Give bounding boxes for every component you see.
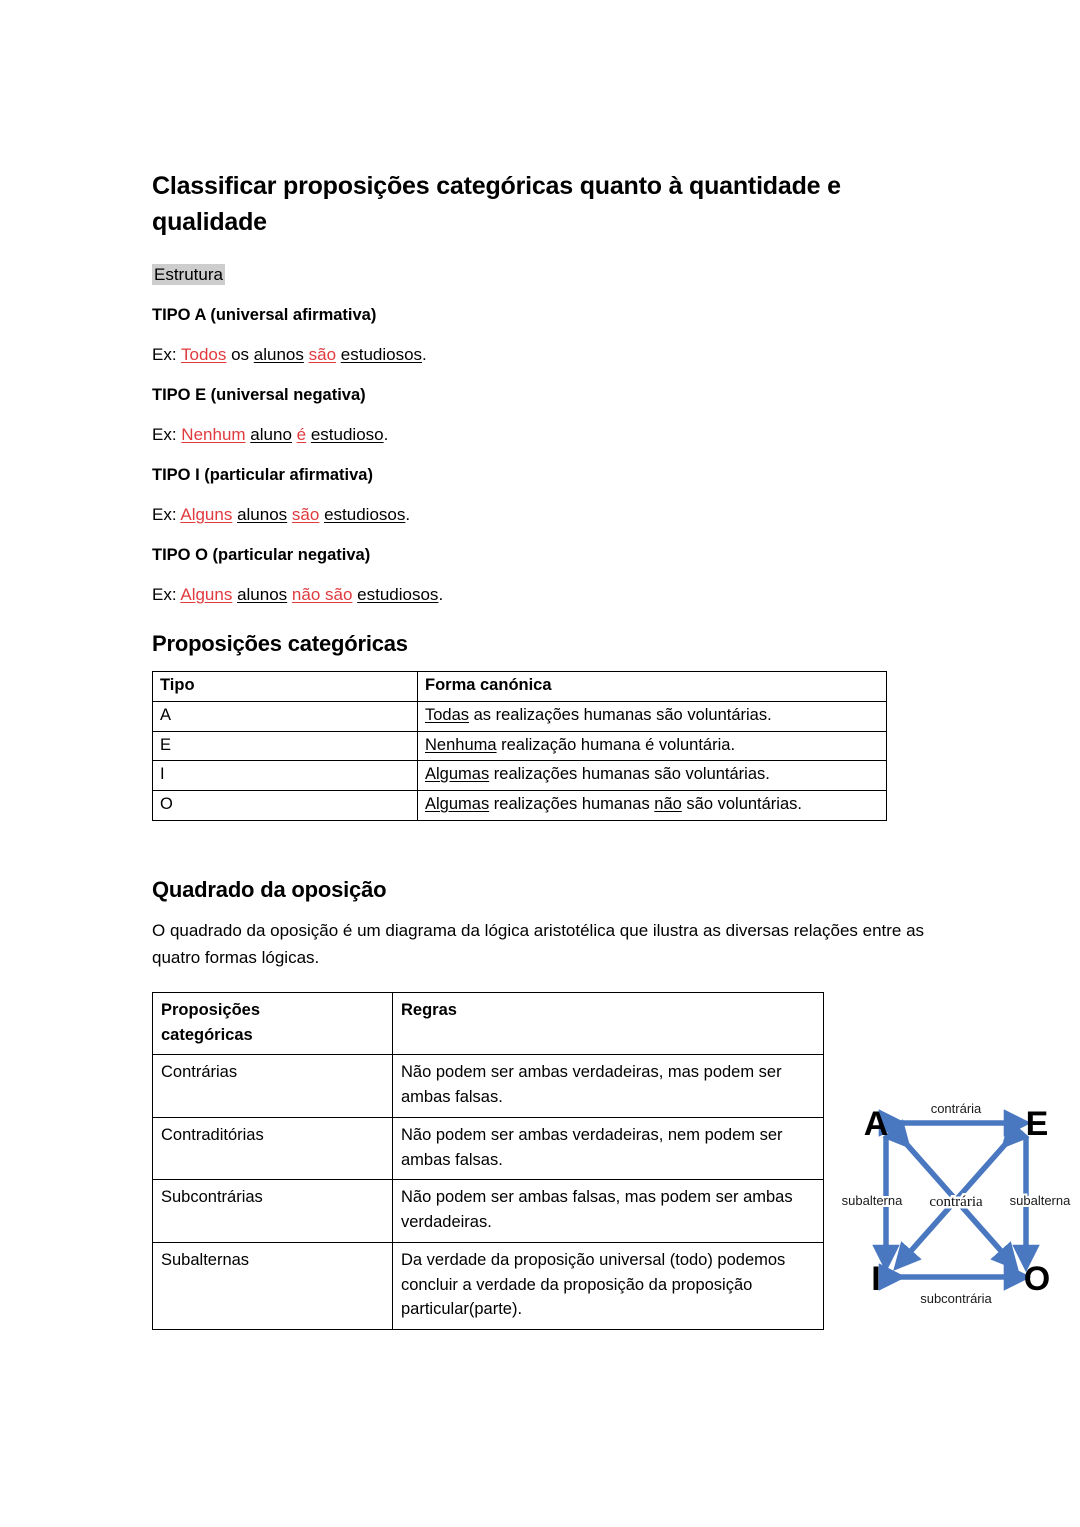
table-row bbox=[153, 1117, 824, 1180]
cell-tipo: I bbox=[153, 761, 418, 791]
example-i bbox=[152, 505, 942, 525]
type-label-o: TIPO O (particular negativa) bbox=[152, 546, 371, 565]
diagram-label-subalterna-right: subalterna bbox=[1009, 1193, 1071, 1208]
cell-tipo: A bbox=[153, 701, 418, 731]
period-e: . bbox=[383, 425, 389, 445]
predicate-o: estudiosos bbox=[357, 585, 439, 605]
type-label-i: TIPO I (particular afirmativa) bbox=[152, 466, 373, 485]
cell-rule: Não podem ser ambas verdadeiras, mas podem ser ambas falsas. bbox=[393, 1055, 824, 1118]
page-title: Classificar proposições categóricas quanto à quantidade e qualidade bbox=[152, 172, 841, 237]
quantifier-word: Todas bbox=[425, 705, 470, 724]
quantifier-word: Nenhuma bbox=[425, 735, 497, 754]
table-header-row bbox=[153, 672, 887, 702]
example-e bbox=[152, 425, 942, 445]
table-row bbox=[153, 1180, 824, 1243]
table-header-row bbox=[153, 992, 824, 1055]
period-a: . bbox=[422, 345, 427, 365]
diagram-corner-o: O bbox=[1023, 1260, 1051, 1298]
diagram-corner-a: A bbox=[863, 1105, 889, 1143]
quantifier-o: Alguns bbox=[180, 585, 233, 605]
type-label-a: TIPO A (universal afirmativa) bbox=[152, 306, 377, 325]
diagram-label-subcontraria-bottom: subcontrária bbox=[920, 1291, 992, 1306]
table-row bbox=[153, 1242, 824, 1329]
diagram-label-contraria-top: contrária bbox=[930, 1101, 982, 1116]
rest-text-b: são voluntárias. bbox=[681, 795, 802, 814]
rest-text: realização humana é voluntária. bbox=[496, 735, 736, 754]
quantifier-a: Todos bbox=[180, 345, 227, 365]
quantifier-i: Alguns bbox=[180, 505, 233, 525]
column-header-tipo: Tipo bbox=[153, 672, 418, 702]
table-row bbox=[153, 791, 887, 821]
period-i: . bbox=[405, 505, 411, 525]
column-header-regras: Regras bbox=[393, 992, 824, 1055]
subject-o: alunos bbox=[237, 585, 288, 605]
cell-rule: Não podem ser ambas falsas, mas podem ser ambas verdadeiras. bbox=[393, 1180, 824, 1243]
example-a bbox=[152, 345, 942, 365]
rest-text: as realizações humanas são voluntárias. bbox=[469, 705, 772, 724]
rest-text: realizações humanas são voluntárias. bbox=[489, 765, 770, 784]
table-row bbox=[153, 701, 887, 731]
predicate-i: estudiosos bbox=[324, 505, 406, 525]
heading-proposicoes-categoricas: Proposições categóricas bbox=[152, 631, 408, 657]
type-label-e: TIPO E (universal negativa) bbox=[152, 386, 366, 405]
square-description: O quadrado da oposição é um diagrama da lógica aristotélica que ilustra as diversas relações entre as quatro formas lógicas. bbox=[152, 920, 925, 968]
subject-a: alunos bbox=[253, 345, 304, 365]
cell-relation-name: Contrárias bbox=[153, 1055, 393, 1118]
table-row bbox=[153, 761, 887, 791]
quantifier-word: Algumas bbox=[425, 765, 490, 784]
column-header-forma-canonica: Forma canónica bbox=[418, 672, 887, 702]
table-row bbox=[153, 1055, 824, 1118]
cell-forma bbox=[418, 761, 887, 791]
quantifier-e: Nenhum bbox=[181, 425, 246, 445]
example-o bbox=[152, 585, 942, 605]
canonical-forms-table bbox=[152, 671, 887, 821]
structure-subhead bbox=[152, 261, 942, 289]
ex-prefix-a: Ex: bbox=[152, 345, 181, 365]
cell-forma bbox=[418, 731, 887, 761]
cell-tipo: O bbox=[153, 791, 418, 821]
quantifier-word: Algumas bbox=[425, 795, 490, 814]
ex-mid-a: os bbox=[226, 345, 254, 365]
ex-prefix-e: Ex: bbox=[152, 425, 182, 445]
document-body bbox=[152, 168, 942, 1330]
header-line-1: Proposições bbox=[161, 1000, 261, 1019]
header-line-2: categóricas bbox=[161, 1025, 253, 1044]
subject-i: alunos bbox=[237, 505, 288, 525]
cell-relation-name: Contraditórias bbox=[153, 1117, 393, 1180]
square-of-opposition-diagram bbox=[840, 1085, 1072, 1325]
diagram-corner-i: I bbox=[871, 1260, 881, 1298]
ex-prefix-i: Ex: bbox=[152, 505, 181, 525]
predicate-a: estudiosos bbox=[340, 345, 423, 365]
diagram-label-contraria-center: contrária bbox=[929, 1194, 983, 1210]
cell-forma bbox=[418, 701, 887, 731]
cell-tipo: E bbox=[153, 731, 418, 761]
negation-word: não bbox=[654, 795, 682, 814]
column-header-proposicoes-categoricas bbox=[153, 992, 393, 1055]
subject-e: aluno bbox=[250, 425, 292, 445]
heading-quadrado-da-oposicao: Quadrado da oposição bbox=[152, 876, 387, 902]
rest-text-a: realizações humanas bbox=[489, 795, 655, 814]
diagram-corner-e: E bbox=[1025, 1105, 1049, 1143]
cell-relation-name: Subalternas bbox=[153, 1242, 393, 1329]
structure-highlight: Estrutura bbox=[154, 264, 223, 284]
diagram-label-subalterna-left: subalterna bbox=[841, 1193, 903, 1208]
opposition-rules-table bbox=[152, 992, 824, 1330]
cell-forma bbox=[418, 791, 887, 821]
copula-i: são bbox=[291, 505, 320, 525]
cell-relation-name: Subcontrárias bbox=[153, 1180, 393, 1243]
copula-o: não são bbox=[291, 585, 353, 605]
cell-rule: Não podem ser ambas verdadeiras, nem podem ser ambas falsas. bbox=[393, 1117, 824, 1180]
copula-a: são bbox=[308, 345, 337, 365]
table-row bbox=[153, 731, 887, 761]
predicate-e: estudioso bbox=[310, 425, 384, 445]
ex-prefix-o: Ex: bbox=[152, 585, 181, 605]
cell-rule: Da verdade da proposição universal (todo) podemos concluir a verdade da proposição da proposição particular(parte). bbox=[393, 1242, 824, 1329]
copula-e: é bbox=[296, 425, 307, 445]
period-o: . bbox=[438, 585, 444, 605]
